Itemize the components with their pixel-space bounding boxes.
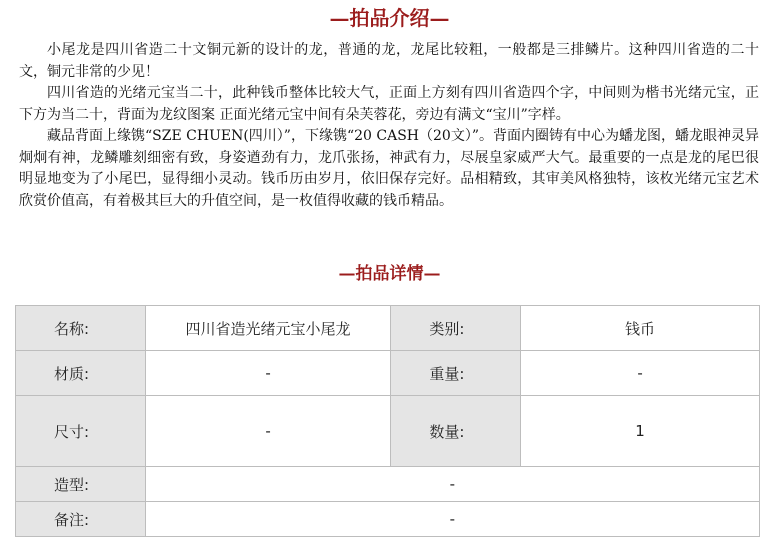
size-label: 尺寸:	[16, 396, 146, 467]
remarks-label: 备注:	[16, 502, 146, 537]
size-value: -	[145, 396, 391, 467]
category-value: 钱币	[521, 306, 760, 351]
details-section-title: —拍品详情—	[338, 264, 441, 284]
intro-paragraph: 小尾龙是四川省造二十文铜元新的设计的龙，普通的龙，龙尾比较粗，一般都是三排鳞片。这种四川省造的二十文，铜元非常的少见！	[19, 42, 759, 80]
name-label: 名称:	[16, 306, 146, 351]
weight-label: 重量:	[391, 351, 521, 396]
name-value: 四川省造光绪元宝小尾龙	[145, 306, 391, 351]
material-value: -	[145, 351, 391, 396]
category-label: 类别:	[391, 306, 521, 351]
quantity-label: 数量:	[391, 396, 521, 467]
intro-paragraph: 四川省造的光绪元宝当二十，此种钱币整体比较大气，正面上方刻有四川省造四个字，中间则为楷书光绪元宝，正下方为当二十，背面为龙纹图案 正面光绪元宝中间有朵芙蓉花，旁边有满文“宝川”字样。	[19, 85, 759, 123]
material-label: 材质:	[16, 351, 146, 396]
intro-paragraph: 藏品背面上缘镌“SZE CHUEN(四川）”，下缘镌“20 CASH（20文）”。背面内圈铸有中心为蟠龙图，蟠龙眼神灵异炯炯有神，龙鳞雕刻细密有致，身姿遒劲有力，龙爪张扬，神武有力，尽展皇家威严大气。最重要的一点是龙的尾巴很明显地变为了小尾巴，显得细小灵动。钱币历由岁月，依旧保存完好。品相精致，其审美风格独特，该枚光绪元宝艺术欣赏价值高，有着极其巨大的升值空间，是一枚值得收藏的钱币精品。	[19, 128, 759, 209]
intro-text	[19, 40, 759, 212]
table-row	[16, 351, 760, 396]
shape-value: -	[145, 467, 759, 502]
table-row	[16, 396, 760, 467]
table-row	[16, 306, 760, 351]
shape-label: 造型:	[16, 467, 146, 502]
quantity-value: 1	[521, 396, 760, 467]
intro-section-title: —拍品介绍—	[329, 6, 450, 30]
table-row	[16, 502, 760, 537]
remarks-value: -	[145, 502, 759, 537]
weight-value: -	[521, 351, 760, 396]
details-table	[15, 305, 760, 537]
table-row	[16, 467, 760, 502]
